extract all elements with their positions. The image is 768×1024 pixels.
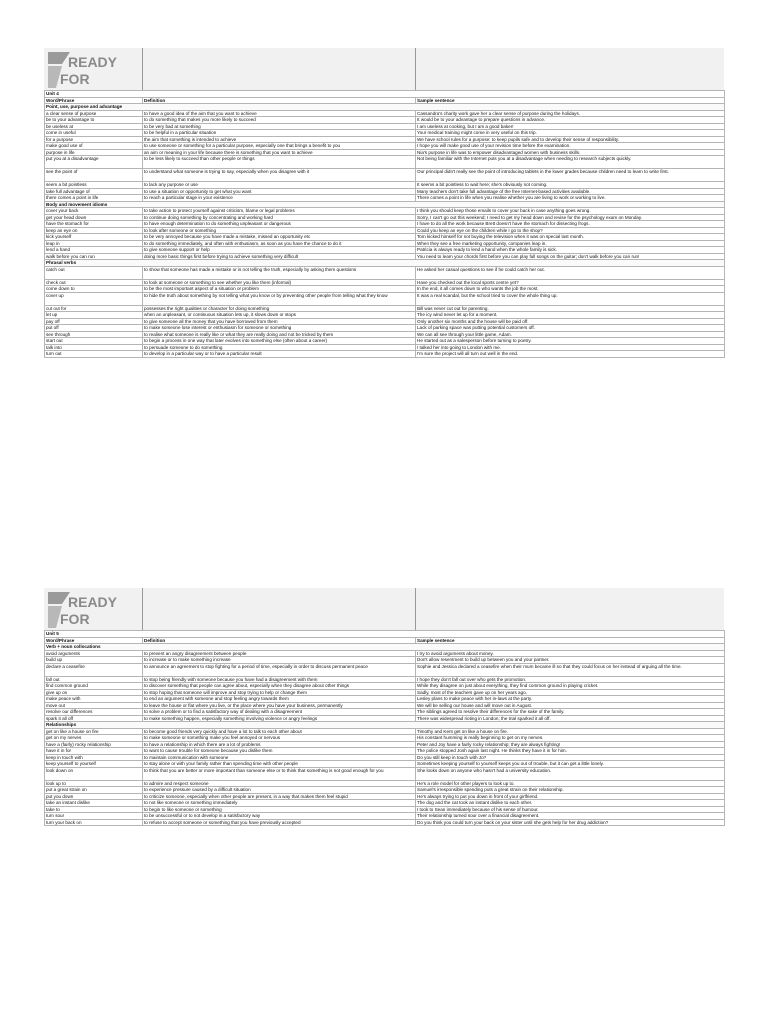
sample-sentence-cell: He's always trying to put you down in front of your girlfriend. [416, 793, 725, 800]
definition-cell: to develop in a particular way or to have a particular result [143, 351, 416, 358]
section-heading: Verb + noun collocations [45, 644, 725, 651]
word-cell: turn out [45, 351, 143, 358]
definition-cell: to be unsuccessful or to not develop in a satisfactory way [143, 813, 416, 820]
word-cell: look up to [45, 780, 143, 787]
table-row [45, 169, 725, 182]
header-divider [415, 588, 416, 630]
sample-sentence-cell: Lesley plans to make peace with her in-laws at the party. [416, 696, 725, 703]
definition-cell: to continue doing something by concentrating and working hard [143, 214, 416, 221]
word-cell: see through [45, 331, 143, 338]
definition-cell: to be very bad at something [143, 123, 416, 130]
word-cell: purpose in life [45, 149, 143, 156]
sample-sentence-cell: Patricia is always ready to lend a hand when the whole family is sick. [416, 247, 725, 254]
sample-sentence-cell: I'm sure the project will all turn out well in the end. [416, 351, 725, 358]
sample-sentence-cell: Sorry, I can't go out this weekend; I need to get my head down and revise for the psychology exam on Monday. [416, 214, 725, 221]
definition-cell: to have a good idea of the aim that you want to achieve [143, 110, 416, 117]
definition-cell: to be less likely to succeed than other people or things [143, 156, 416, 169]
definition-cell: to understand what someone is trying to say, especially when you disagree with it [143, 169, 416, 182]
word-cell: have it in for [45, 748, 143, 755]
definition-cell: to realise what someone is really like or what they are really doing and not be tricked by them [143, 331, 416, 338]
sample-sentence-cell: Their relationship turned sour over a financial disagreement. [416, 813, 725, 820]
word-cell: resolve our differences [45, 709, 143, 716]
word-cell: look down on [45, 767, 143, 780]
word-cell: make peace with [45, 696, 143, 703]
unit5-table [44, 630, 725, 826]
word-cell: find common ground [45, 683, 143, 690]
definition-cell: to use someone or something for a particular purpose, especially one that brings a benefit to you [143, 143, 416, 150]
definition-cell: when an unpleasant, or continuous situation lets up, it slows down or stops [143, 312, 416, 319]
definition-cell: to make something happen, especially something involving violence or angry feelings [143, 715, 416, 722]
sample-sentence-cell: Peter and Joy have a fairly rocky relationship; they are always fighting! [416, 741, 725, 748]
word-cell: get your head down [45, 214, 143, 221]
word-cell: keep in touch with [45, 754, 143, 761]
word-cell: start out [45, 338, 143, 345]
unit4-table [44, 90, 725, 358]
table-row [45, 351, 725, 358]
word-cell: declare a ceasefire [45, 663, 143, 676]
sample-sentence-cell: I hope you will make good use of your revision time before the examination. [416, 143, 725, 150]
sample-sentence-cell: I think you should keep those emails to cover your back in case anything goes wrong. [416, 208, 725, 215]
word-cell: make good use of [45, 143, 143, 150]
header-sample: Sample sentence [416, 97, 725, 104]
word-cell: see the point of [45, 169, 143, 182]
word-cell: talk into [45, 344, 143, 351]
table-row [45, 266, 725, 279]
definition-cell: doing more basic things first before trying to achieve something very difficult [143, 253, 416, 260]
logo-line1: READY [68, 54, 118, 70]
word-cell: avoid arguments [45, 650, 143, 657]
word-cell: come down to [45, 286, 143, 293]
word-cell: spark it all off [45, 715, 143, 722]
word-cell: cover your back [45, 208, 143, 215]
sample-sentence-cell: There was widespread rioting in London; the trial sparked it all off. [416, 715, 725, 722]
word-cell: leap in [45, 240, 143, 247]
sample-sentence-cell: Nia's purpose in life was to empower disadvantaged women with business skills. [416, 149, 725, 156]
definition-cell: to look at someone or something to see whether you like them (informal) [143, 279, 416, 286]
sample-sentence-cell: I took to Sean immediately because of his sense of humour. [416, 806, 725, 813]
definition-cell: an aim or meaning in your life because there is something that you want to achieve [143, 149, 416, 156]
word-cell: take to [45, 806, 143, 813]
word-cell: get on my nerves [45, 735, 143, 742]
sample-sentence-cell: I talked her into going to London with me. [416, 344, 725, 351]
sample-sentence-cell: I try to avoid arguments about money. [416, 650, 725, 657]
word-cell: have a (fairly) rocky relationship [45, 741, 143, 748]
definition-cell: to hide the truth about something by not telling what you know or by preventing other people from telling what they know [143, 292, 416, 305]
word-cell: move out [45, 702, 143, 709]
logo-line2: FOR [60, 71, 90, 87]
definition-cell: to begin a process in one way that later evolves into something else (often about a career) [143, 338, 416, 345]
definition-cell: to want to cause trouble for someone because you dislike them [143, 748, 416, 755]
definition-cell: to have a relationship in which there are a lot of problems [143, 741, 416, 748]
ready-for-logo [48, 592, 118, 628]
sample-sentence-cell: It would be to your advantage to prepare questions in advance. [416, 117, 725, 124]
sample-sentence-cell: Lack of parking space was putting potential customers off. [416, 325, 725, 332]
word-cell: check out [45, 279, 143, 286]
definition-cell: to be helpful in a particular situation [143, 130, 416, 137]
definition-cell: the aim that something is intended to achieve [143, 136, 416, 143]
sheet-header [44, 588, 724, 630]
definition-cell: to begin to like someone or something [143, 806, 416, 813]
definition-cell: to give someone all the money that you have borrowed from them [143, 318, 416, 325]
sample-sentence-cell: I am useless at cooking, but I am a good baker! [416, 123, 725, 130]
definition-cell: to stop hoping that someone will improve and stop trying to help or change them [143, 689, 416, 696]
word-cell: keep yourself to yourself [45, 761, 143, 768]
sample-sentence-cell: The police stopped Josh again last night. He thinks they have it in for him. [416, 748, 725, 755]
sample-sentence-cell: Could you keep an eye on the children while I go to the shop? [416, 227, 725, 234]
sample-sentence-cell: Your medical training might come in very useful on this trip. [416, 130, 725, 137]
definition-cell: to lack any purpose or use [143, 182, 416, 189]
sample-sentence-cell: In the end, it all comes down to who wants the job the most. [416, 286, 725, 293]
word-cell: pay off [45, 318, 143, 325]
definition-cell: to use a situation or opportunity to get what you want [143, 188, 416, 195]
ready-for-logo [48, 52, 118, 88]
sample-sentence-cell: We will be selling our house and will move out in August. [416, 702, 725, 709]
table-row [45, 292, 725, 305]
word-cell: put a great strain on [45, 787, 143, 794]
definition-cell: to criticize someone, especially when other people are present, in a way that makes them feel stupid [143, 793, 416, 800]
sample-sentence-cell: Don't allow resentment to build up between you and your partner. [416, 657, 725, 664]
sample-sentence-cell: The siblings agreed to resolve their differences for the sake of the family. [416, 709, 725, 716]
word-cell: turn your back on [45, 819, 143, 826]
sample-sentence-cell: He asked her casual questions to see if he could catch her out. [416, 266, 725, 279]
sample-sentence-cell: I have to do all the work because Brett doesn't have the stomach for dissecting frogs. [416, 221, 725, 228]
word-cell: take full advantage of [45, 188, 143, 195]
sample-sentence-cell: There comes a point in life when you realise whether you are living to work or working to live. [416, 195, 725, 202]
word-cell: lend a hand [45, 247, 143, 254]
word-cell: build up [45, 657, 143, 664]
word-cell: put you at a disadvantage [45, 156, 143, 169]
definition-cell: to increase or to make something increase [143, 657, 416, 664]
sample-sentence-cell: Have you checked out the local sports centre yet? [416, 279, 725, 286]
sample-sentence-cell: Timothy and Kent get on like a house on fire. [416, 728, 725, 735]
word-cell: cut out for [45, 305, 143, 312]
word-cell: be useless at [45, 123, 143, 130]
header-definition: Definition [143, 97, 416, 104]
word-cell: take an instant dislike [45, 800, 143, 807]
sample-sentence-cell: Do you think you could turn your back on your sister until she gets help for her drug addiction? [416, 819, 725, 826]
sample-sentence-cell: Not being familiar with the Internet puts you at a disadvantage when needing to research subjects quickly. [416, 156, 725, 169]
definition-cell: to announce an agreement to stop fighting for a period of time, especially in order to discuss permanent peace [143, 663, 416, 676]
sample-sentence-cell: I hope they don't fall out over who gets the promotion. [416, 676, 725, 683]
sample-sentence-cell: Sadly, most of the teachers gave up on her years ago. [416, 689, 725, 696]
sample-sentence-cell: Many teachers don't take full advantage of the free Internet-based activities available. [416, 188, 725, 195]
sample-sentence-cell: We have school rules for a purpose: to keep pupils safe and to develop their sense of responsibility. [416, 136, 725, 143]
definition-cell: to refuse to accept someone or something that you have previously accepted [143, 819, 416, 826]
header-word: Word/Phrase [45, 637, 143, 644]
sample-sentence-cell: The dog and the cat took an instant dislike to each other. [416, 800, 725, 807]
header-sample: Sample sentence [416, 637, 725, 644]
sample-sentence-cell: Our principal didn't really see the point of introducing tablets in the lower grades because children need to learn to write first. [416, 169, 725, 182]
word-cell: put you down [45, 793, 143, 800]
word-cell: give up on [45, 689, 143, 696]
definition-cell: to end an argument with someone and stop feeling angry towards them [143, 696, 416, 703]
definition-cell: to be very annoyed because you have made a mistake, missed an opportunity etc [143, 234, 416, 241]
definition-cell: to leave the house or flat where you live, or the place where you have your business, permanently [143, 702, 416, 709]
definition-cell: to become good friends very quickly and have a lot to talk to each other about [143, 728, 416, 735]
table-row [45, 767, 725, 780]
definition-cell: to maintain communication with someone [143, 754, 416, 761]
definition-cell: to give someone support or help [143, 247, 416, 254]
definition-cell: to not like someone or something immediately [143, 800, 416, 807]
sample-sentence-cell: He started out as a salesperson before turning to poetry. [416, 338, 725, 345]
word-cell: get on like a house on fire [45, 728, 143, 735]
header-divider [142, 588, 143, 630]
word-cell: put off [45, 325, 143, 332]
table-row [45, 156, 725, 169]
definition-cell: to take action to protect yourself against criticism, blame or legal problems [143, 208, 416, 215]
definition-cell: to do something that makes you more likely to succeed [143, 117, 416, 124]
word-cell: fall out [45, 676, 143, 683]
word-cell: seem a bit pointless [45, 182, 143, 189]
header-divider [142, 48, 143, 90]
definition-cell: to persuade someone to do something [143, 344, 416, 351]
word-cell: a clear sense of purpose [45, 110, 143, 117]
definition-cell: to stop being friendly with someone because you have had a disagreement with them [143, 676, 416, 683]
section-heading: Phrasal verbs [45, 260, 725, 267]
unit-title: Unit 4 [45, 91, 725, 98]
header-word: Word/Phrase [45, 97, 143, 104]
logo-line2: FOR [60, 611, 90, 627]
definition-cell: possesses the right qualities or character for doing something [143, 305, 416, 312]
word-cell: there comes a point in life [45, 195, 143, 202]
definition-cell: to do something immediately, and often with enthusiasm, as soon as you have the chance to do it [143, 240, 416, 247]
unit5-sheet [44, 588, 724, 826]
sample-sentence-cell: Samuel's irresponsible spending puts a great strain on their relationship. [416, 787, 725, 794]
definition-cell: to solve a problem or to find a satisfactory way of dealing with a disagreement [143, 709, 416, 716]
sample-sentence-cell: Do you still keep in touch with Jo? [416, 754, 725, 761]
definition-cell: to discover something that people can agree about, especially when they disagree about other things [143, 683, 416, 690]
word-cell: kick yourself [45, 234, 143, 241]
header-divider [415, 48, 416, 90]
sample-sentence-cell: While they disagree on just about everything, they find common ground in playing cricket. [416, 683, 725, 690]
definition-cell: to make someone lose interest or enthusiasm for someone or something [143, 325, 416, 332]
definition-cell: to look after someone or something [143, 227, 416, 234]
word-cell: turn sour [45, 813, 143, 820]
sample-sentence-cell: You need to learn your chords first before you can play full songs on the guitar; don't walk before you can run! [416, 253, 725, 260]
word-cell: come in useful [45, 130, 143, 137]
word-cell: be to your advantage to [45, 117, 143, 124]
word-cell: catch out [45, 266, 143, 279]
definition-cell: to stay alone or with your family rather than spending time with other people [143, 761, 416, 768]
section-heading: Point, use, purpose and advantage [45, 104, 725, 111]
logo-line1: READY [68, 594, 118, 610]
table-row [45, 819, 725, 826]
table-row [45, 663, 725, 676]
word-cell: keep an eye on [45, 227, 143, 234]
sample-sentence-cell: Sometimes keeping yourself to yourself keeps you out of trouble, but it can get a little lonely. [416, 761, 725, 768]
section-heading: Body and movement idioms [45, 201, 725, 208]
sheet-header [44, 48, 724, 90]
word-cell: let up [45, 312, 143, 319]
sample-sentence-cell: The icy wind never let up for a moment. [416, 312, 725, 319]
sample-sentence-cell: Bill was never cut out for parenting. [416, 305, 725, 312]
definition-cell: to have enough determination to do something unpleasant or dangerous [143, 221, 416, 228]
sample-sentence-cell: He's a role model for other players to look up to. [416, 780, 725, 787]
sample-sentence-cell: Tom kicked himself for not buying the television when it was on special last month. [416, 234, 725, 241]
sample-sentence-cell: When they see a free marketing opportunity, companies leap in. [416, 240, 725, 247]
definition-cell: to think that you are better or more important than someone else or to think that something is not good enough for you [143, 767, 416, 780]
definition-cell: to experience pressure caused by a difficult situation [143, 787, 416, 794]
header-definition: Definition [143, 637, 416, 644]
definition-cell: to be the most important aspect of a situation or problem [143, 286, 416, 293]
definition-cell: to prevent an angry disagreement between people [143, 650, 416, 657]
sample-sentence-cell: His constant humming is really beginning to get on my nerves. [416, 735, 725, 742]
definition-cell: to reach a particular stage in your existence [143, 195, 416, 202]
word-cell: for a purpose [45, 136, 143, 143]
word-cell: walk before you can run [45, 253, 143, 260]
sample-sentence-cell: She looks down on anyone who hasn't had a university education. [416, 767, 725, 780]
section-heading: Relationships [45, 722, 725, 729]
sample-sentence-cell: It was a real scandal, but the school tried to cover the whole thing up. [416, 292, 725, 305]
unit-title: Unit 5 [45, 631, 725, 638]
word-cell: cover up [45, 292, 143, 305]
sample-sentence-cell: We can all see through your little game, Adam. [416, 331, 725, 338]
sample-sentence-cell: Cassandra's charity work gave her a clear sense of purpose during the holidays. [416, 110, 725, 117]
definition-cell: to make someone or something make you feel annoyed or nervous [143, 735, 416, 742]
word-cell: have the stomach for [45, 221, 143, 228]
sample-sentence-cell: Only another six months and the house will be paid off. [416, 318, 725, 325]
definition-cell: to admire and respect someone [143, 780, 416, 787]
sample-sentence-cell: It seems a bit pointless to wait here; she's obviously not coming. [416, 182, 725, 189]
sample-sentence-cell: Sophie and Jessica declared a ceasefire when their mum became ill so that they could focus on her instead of arguing all the time. [416, 663, 725, 676]
definition-cell: to show that someone has made a mistake or is not telling the truth, especially by asking them questions [143, 266, 416, 279]
unit4-sheet [44, 48, 724, 358]
